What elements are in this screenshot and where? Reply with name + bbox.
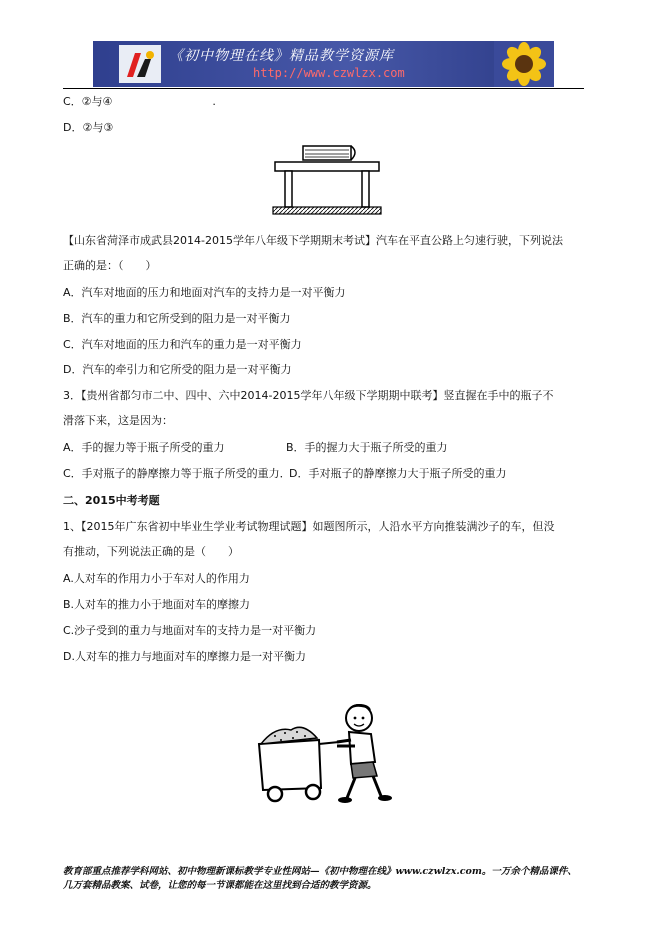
footer-line1: 教育部重点推荐学科网站、初中物理新课标教学专业性网站—《初中物理在线》www.czwlzx.com。一万余个精品课件、 [63,866,577,877]
q2-stem-line2: 正确的是：（ ） [63,259,157,272]
banner-url: http://www.czwlzx.com [253,66,405,80]
section-2-heading: 二、2015中考考题 [63,494,160,507]
q3-option-a: A．手的握力等于瓶子所受的重力 [63,441,225,454]
site-logo-icon [119,45,161,83]
s2q1-option-d: D.人对车的推力与地面对车的摩擦力是一对平衡力 [63,650,306,663]
q3-option-d: D．手对瓶子的静摩擦力大于瓶子所受的重力 [289,467,507,480]
header-banner [93,41,554,87]
q3-option-c: C．手对瓶子的静摩擦力等于瓶子所受的重力． [63,467,291,480]
q2-option-c: C．汽车对地面的压力和汽车的重力是一对平衡力 [63,338,302,351]
q2-stem-line1: 【山东省菏泽市成武县2014-2015学年八年级下学期期末考试】汽车在平直公路上匀速行驶，下列说法 [63,234,563,247]
table-with-book-figure [271,142,383,218]
q3-stem-line1: 3．【贵州省都匀市二中、四中、六中2014-2015学年八年级下学期期中联考】竖直握在手中的瓶子不 [63,389,554,402]
s2q1-stem-line1: 1、【2015年广东省初中毕业生学业考试物理试题】如题图所示，人沿水平方向推装满沙子的车，但没 [63,520,555,533]
s2q1-stem-line2: 有推动，下列说法正确的是（ ） [63,545,239,558]
person-pushing-cart-figure [255,700,405,810]
q3-stem-line2: 滑落下来，这是因为： [63,414,173,427]
s2q1-option-b: B.人对车的推力小于地面对车的摩擦力 [63,598,251,611]
q3-option-b: B．手的握力大于瓶子所受的重力 [286,441,448,454]
header-rule [63,88,584,89]
s2q1-option-c: C.沙子受到的重力与地面对车的支持力是一对平衡力 [63,624,317,637]
q2-option-b: B．汽车的重力和它所受到的阻力是一对平衡力 [63,312,291,325]
footer-line2: 几万套精品教案、试卷，让您的每一节课都能在这里找到合适的教学资源。 [63,880,377,891]
q3-options-ab [63,441,448,455]
s2q1-option-a: A.人对车的作用力小于车对人的作用力 [63,572,250,585]
q3-options-cd [63,467,507,481]
option-c-prev: C．②与④ . [63,95,216,108]
sunflower-icon [494,41,554,87]
option-d-prev: D．②与③ [63,121,114,134]
banner-title: 《初中物理在线》精品教学资源库 [169,48,394,64]
q2-option-d: D．汽车的牵引力和它所受的阻力是一对平衡力 [63,363,292,376]
q2-option-a: A．汽车对地面的压力和地面对汽车的支持力是一对平衡力 [63,286,346,299]
